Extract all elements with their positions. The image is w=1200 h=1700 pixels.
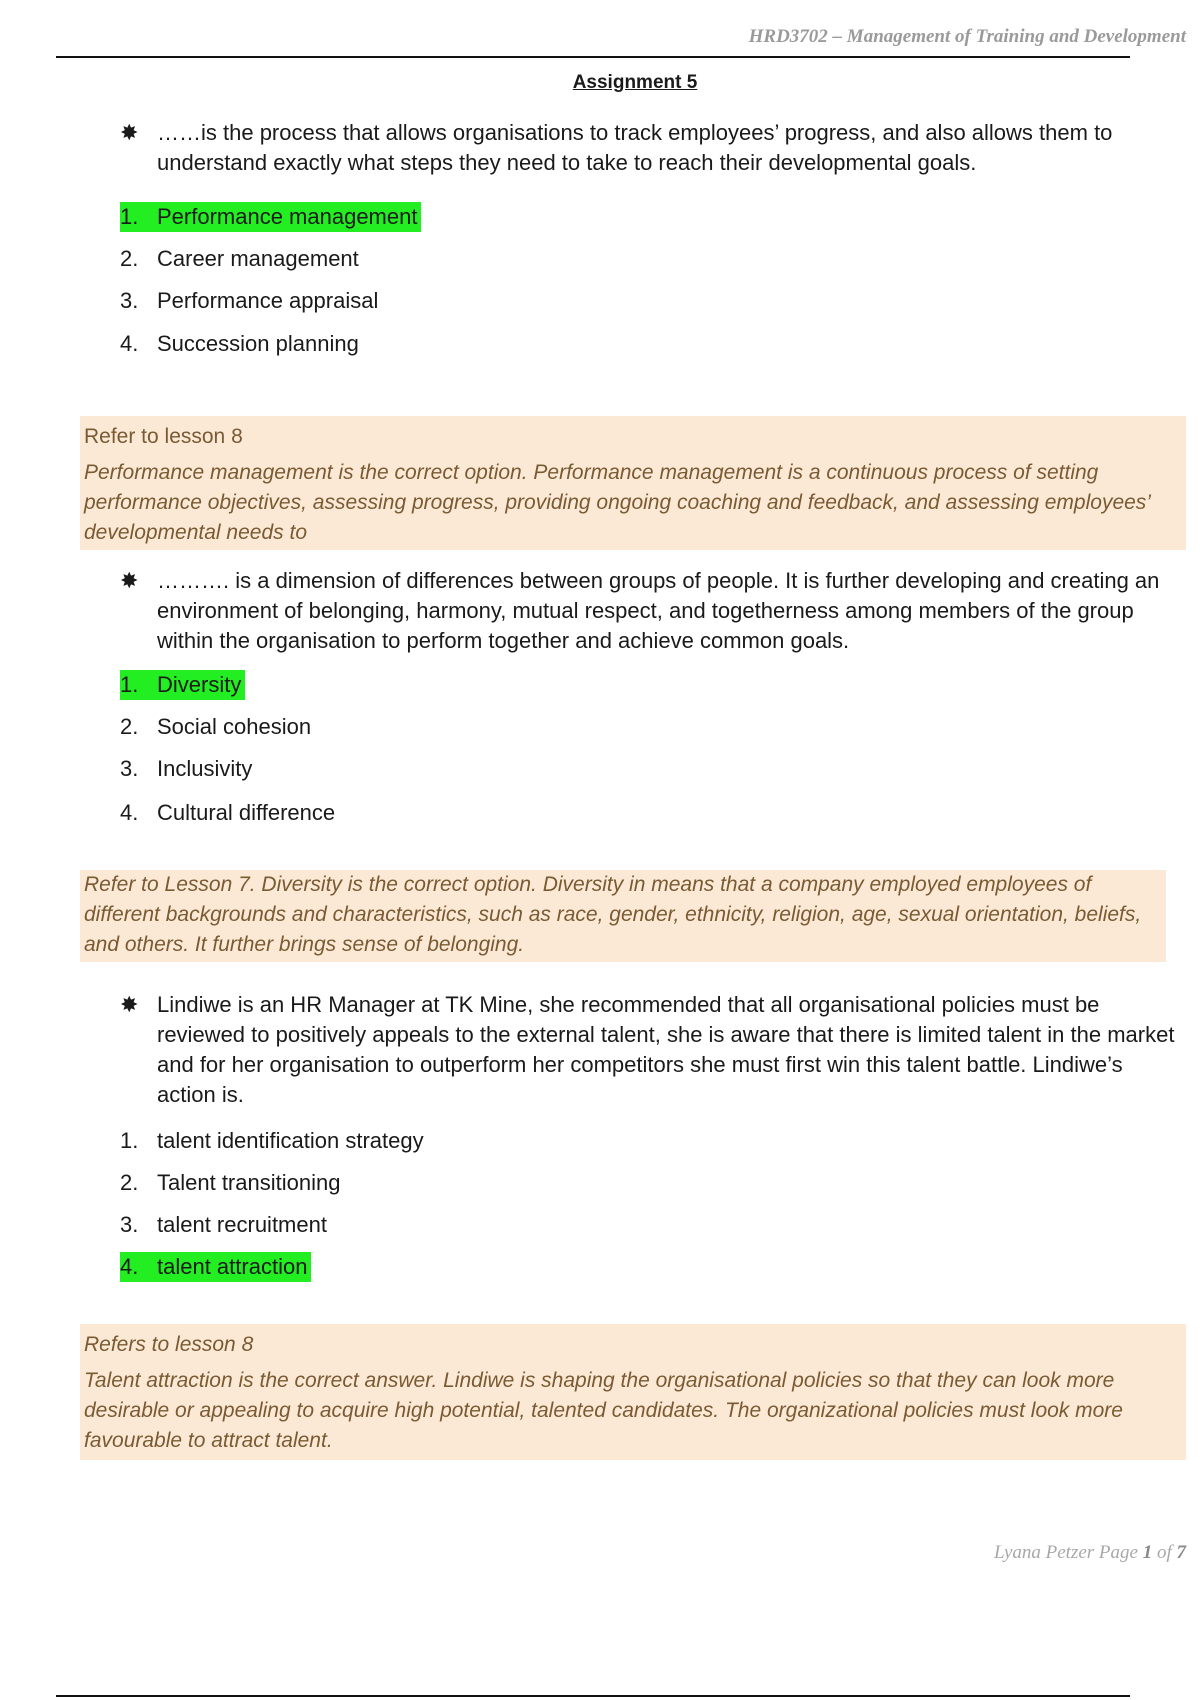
question-3 bbox=[120, 990, 1185, 1110]
option-label: talent attraction bbox=[157, 1254, 308, 1279]
question-1-option-3: 3. Performance appraisal bbox=[120, 288, 379, 313]
question-1-option-1: 1. Performance management bbox=[120, 202, 421, 232]
question-2-option-4: 4. Cultural difference bbox=[120, 800, 336, 825]
option-label: Inclusivity bbox=[157, 756, 253, 781]
option-label: Diversity bbox=[157, 672, 242, 697]
question-3-text: Lindiwe is an HR Manager at TK Mine, she recommended that all organisational policies must be reviewed to positively appeals to the external talent, she is aware that there is limited talent in the market and for her organisation to outperform her competitors she must first win this talent battle. Lindiwe’s action is. bbox=[157, 992, 1175, 1107]
option-label: Social cohesion bbox=[157, 714, 312, 739]
feedback-reference: Refer to lesson 8 bbox=[84, 425, 243, 448]
question-1 bbox=[120, 118, 1185, 178]
question-2-text: ………. is a dimension of differences between groups of people. It is further developing and creating an environment of belonging, harmony, mutual respect, and togetherness among members of the group within the organisation to perform together and achieve common goals. bbox=[157, 568, 1160, 653]
question-1-option-2: 2. Career management bbox=[120, 246, 359, 271]
feedback-text: Refer to Lesson 7. Diversity is the correct option. Diversity in means that a company employed employees of different backgrounds and characteristics, such as race, gender, ethnicity, religion, age, sexual orientation, beliefs, and others. It further brings sense of belonging. bbox=[84, 873, 1142, 956]
question-2-feedback bbox=[80, 870, 1166, 962]
star-bullet-icon: ✸ bbox=[120, 568, 139, 593]
feedback-reference: Refers to lesson 8 bbox=[84, 1333, 254, 1356]
feedback-text: Performance management is the correct option. Performance management is a continuous process of setting performance objectives, assessing progress, providing ongoing coaching and feedback, and assessing employees’ developmental needs to bbox=[84, 461, 1150, 544]
document-header: HRD3702 – Management of Training and Development bbox=[748, 26, 1186, 47]
option-label: talent identification strategy bbox=[157, 1128, 424, 1153]
footer-divider bbox=[56, 1695, 1130, 1697]
question-3-option-3: 3. talent recruitment bbox=[120, 1212, 327, 1237]
page-title: Assignment 5 bbox=[572, 72, 698, 93]
question-1-option-4: 4. Succession planning bbox=[120, 331, 359, 356]
question-1-feedback bbox=[80, 416, 1186, 550]
question-3-option-4: 4. talent attraction bbox=[120, 1252, 311, 1282]
footer-of: of bbox=[1156, 1542, 1172, 1563]
footer-author: Lyana Petzer Page bbox=[993, 1542, 1138, 1563]
page-footer bbox=[994, 1542, 1186, 1564]
question-3-option-1: 1. talent identification strategy bbox=[120, 1128, 424, 1153]
option-label: Performance appraisal bbox=[157, 288, 379, 313]
star-bullet-icon: ✸ bbox=[120, 120, 139, 145]
header-divider bbox=[56, 56, 1130, 58]
feedback-text: Talent attraction is the correct answer. Lindiwe is shaping the organisational policies so that they can look more desirable or appealing to acquire high potential, talented candidates. The organizational policies must look more favourable to attract talent. bbox=[84, 1369, 1123, 1452]
option-label: Career management bbox=[157, 246, 359, 271]
question-2 bbox=[120, 566, 1185, 656]
option-label: Succession planning bbox=[157, 331, 359, 356]
option-label: talent recruitment bbox=[157, 1212, 327, 1237]
star-bullet-icon: ✸ bbox=[120, 992, 139, 1017]
option-label: Talent transitioning bbox=[157, 1170, 341, 1195]
question-2-option-2: 2. Social cohesion bbox=[120, 714, 312, 739]
question-2-option-3: 3. Inclusivity bbox=[120, 756, 253, 781]
option-label: Cultural difference bbox=[157, 800, 336, 825]
question-1-text: ……is the process that allows organisations to track employees’ progress, and also allows them to understand exactly what steps they need to take to reach their developmental goals. bbox=[157, 120, 1113, 175]
current-page-number: 1 bbox=[1142, 1542, 1153, 1563]
question-2-option-1: 1. Diversity bbox=[120, 670, 245, 700]
question-3-option-2: 2. Talent transitioning bbox=[120, 1170, 341, 1195]
question-3-feedback bbox=[80, 1324, 1186, 1460]
total-page-number: 7 bbox=[1176, 1542, 1186, 1563]
option-label: Performance management bbox=[157, 204, 418, 229]
